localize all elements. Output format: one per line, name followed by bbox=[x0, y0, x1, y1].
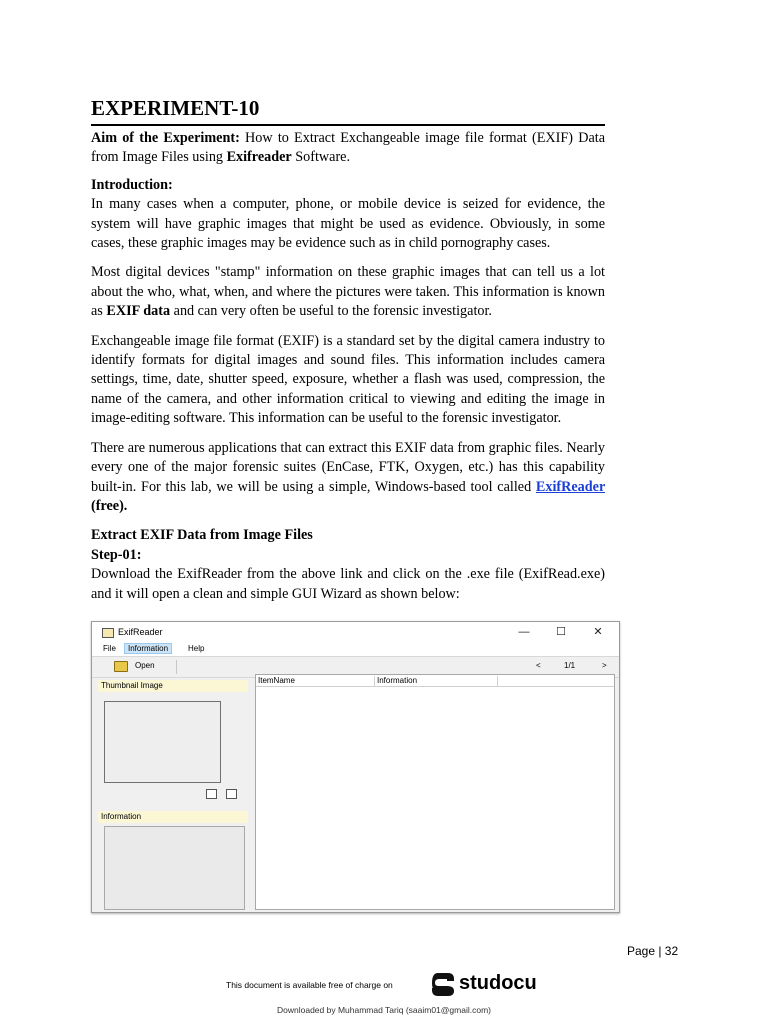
aim-label: Aim of the Experiment: bbox=[91, 130, 240, 146]
aim-text-end: Software. bbox=[291, 149, 351, 166]
download-note: Downloaded by Muhammad Tariq (saaim01@gmail.com) bbox=[277, 1005, 491, 1015]
toolbar-separator bbox=[176, 660, 177, 674]
experiment-title: EXPERIMENT-10 bbox=[91, 94, 605, 126]
aim-text: How to Extract Exchangeable image file format (EXIF) Data from Image Files using bbox=[91, 130, 605, 166]
app-icon bbox=[102, 628, 114, 638]
information-label: Information bbox=[98, 811, 248, 823]
intro-paragraph-1: In many cases when a computer, phone, or mobile device is seized for evidence, the system will have graphic images that might be used as evidence. Obviously, in some cases, these graphic images may be evidence such as in child pornography cases. bbox=[91, 196, 605, 252]
next-button[interactable]: > bbox=[602, 661, 607, 670]
intro-p4-text: There are numerous applications that can extract this EXIF data from graphic files. Nearly every one of the major forensic suites (EnCase, FTK, Oxygen, etc.) has this capability built-in. For this lab, we will be using a simple, Windows-based tool called bbox=[91, 439, 605, 495]
free-label: (free). bbox=[91, 497, 128, 514]
column-item-name[interactable]: ItemName bbox=[256, 676, 375, 686]
minimize-button[interactable]: — bbox=[518, 626, 530, 638]
window-icon[interactable] bbox=[226, 789, 237, 799]
studocu-logo-icon bbox=[429, 970, 457, 998]
menu-information[interactable]: Information bbox=[124, 643, 172, 654]
previous-button[interactable]: < bbox=[536, 661, 541, 670]
exif-item-list[interactable] bbox=[255, 674, 615, 910]
step-heading: Step-01: bbox=[91, 546, 142, 563]
close-button[interactable]: ✕ bbox=[593, 626, 603, 638]
left-panel bbox=[98, 680, 248, 908]
intro-paragraph-4 bbox=[91, 439, 605, 517]
page-number: Page | 32 bbox=[627, 944, 679, 958]
exif-data-term: EXIF data bbox=[106, 303, 171, 320]
document-body bbox=[91, 94, 605, 604]
maximize-button[interactable]: ☐ bbox=[556, 626, 566, 638]
thumbnail-image-box bbox=[104, 701, 221, 783]
open-folder-icon[interactable] bbox=[114, 661, 128, 672]
menu-help[interactable]: Help bbox=[188, 644, 205, 653]
list-header bbox=[256, 675, 614, 687]
save-icon[interactable] bbox=[206, 789, 217, 799]
open-button[interactable]: Open bbox=[135, 661, 155, 670]
column-information[interactable]: Information bbox=[375, 676, 498, 686]
page-counter: 1/1 bbox=[564, 661, 576, 670]
intro-p2-text: Most digital devices "stamp" information on these graphic images that can tell us a lot about the who, what, when, and where the pictures were taken. This information is known as bbox=[91, 264, 605, 320]
menu-file[interactable]: File bbox=[103, 644, 116, 653]
intro-p2-end: and can very often be useful to the forensic investigator. bbox=[170, 303, 492, 320]
exifreader-link[interactable]: ExifReader bbox=[535, 478, 605, 495]
information-box bbox=[104, 826, 245, 910]
extract-heading: Extract EXIF Data from Image Files bbox=[91, 527, 313, 544]
exifreader-window-screenshot bbox=[91, 621, 620, 913]
window-title: ExifReader bbox=[118, 627, 163, 637]
aim-software: Exifreader bbox=[226, 149, 292, 166]
intro-paragraph-3: Exchangeable image file format (EXIF) is a standard set by the digital camera industry to identify formats for digital images and sound files. This information includes camera settings, time, date, shutter speed, exposure, whether a flash was used, compression, the name of the camera, and other information critical to viewing and editing the image in image-editing software. This information can be useful to the forensic investigator. bbox=[91, 332, 605, 427]
title-bar bbox=[92, 622, 619, 643]
availability-note: This document is available free of charge on bbox=[226, 980, 393, 990]
menu-bar bbox=[92, 643, 619, 657]
introduction-heading: Introduction: bbox=[91, 176, 173, 193]
intro-paragraph-2 bbox=[91, 263, 605, 321]
studocu-brand: studocu bbox=[459, 972, 537, 994]
aim-paragraph bbox=[91, 129, 605, 168]
studocu-footer bbox=[197, 966, 569, 1002]
step-paragraph: Download the ExifReader from the above link and click on the .exe file (ExifRead.exe) and it will open a clean and simple GUI Wizard as shown below: bbox=[91, 566, 605, 602]
thumbnail-image-label: Thumbnail Image bbox=[98, 680, 248, 692]
